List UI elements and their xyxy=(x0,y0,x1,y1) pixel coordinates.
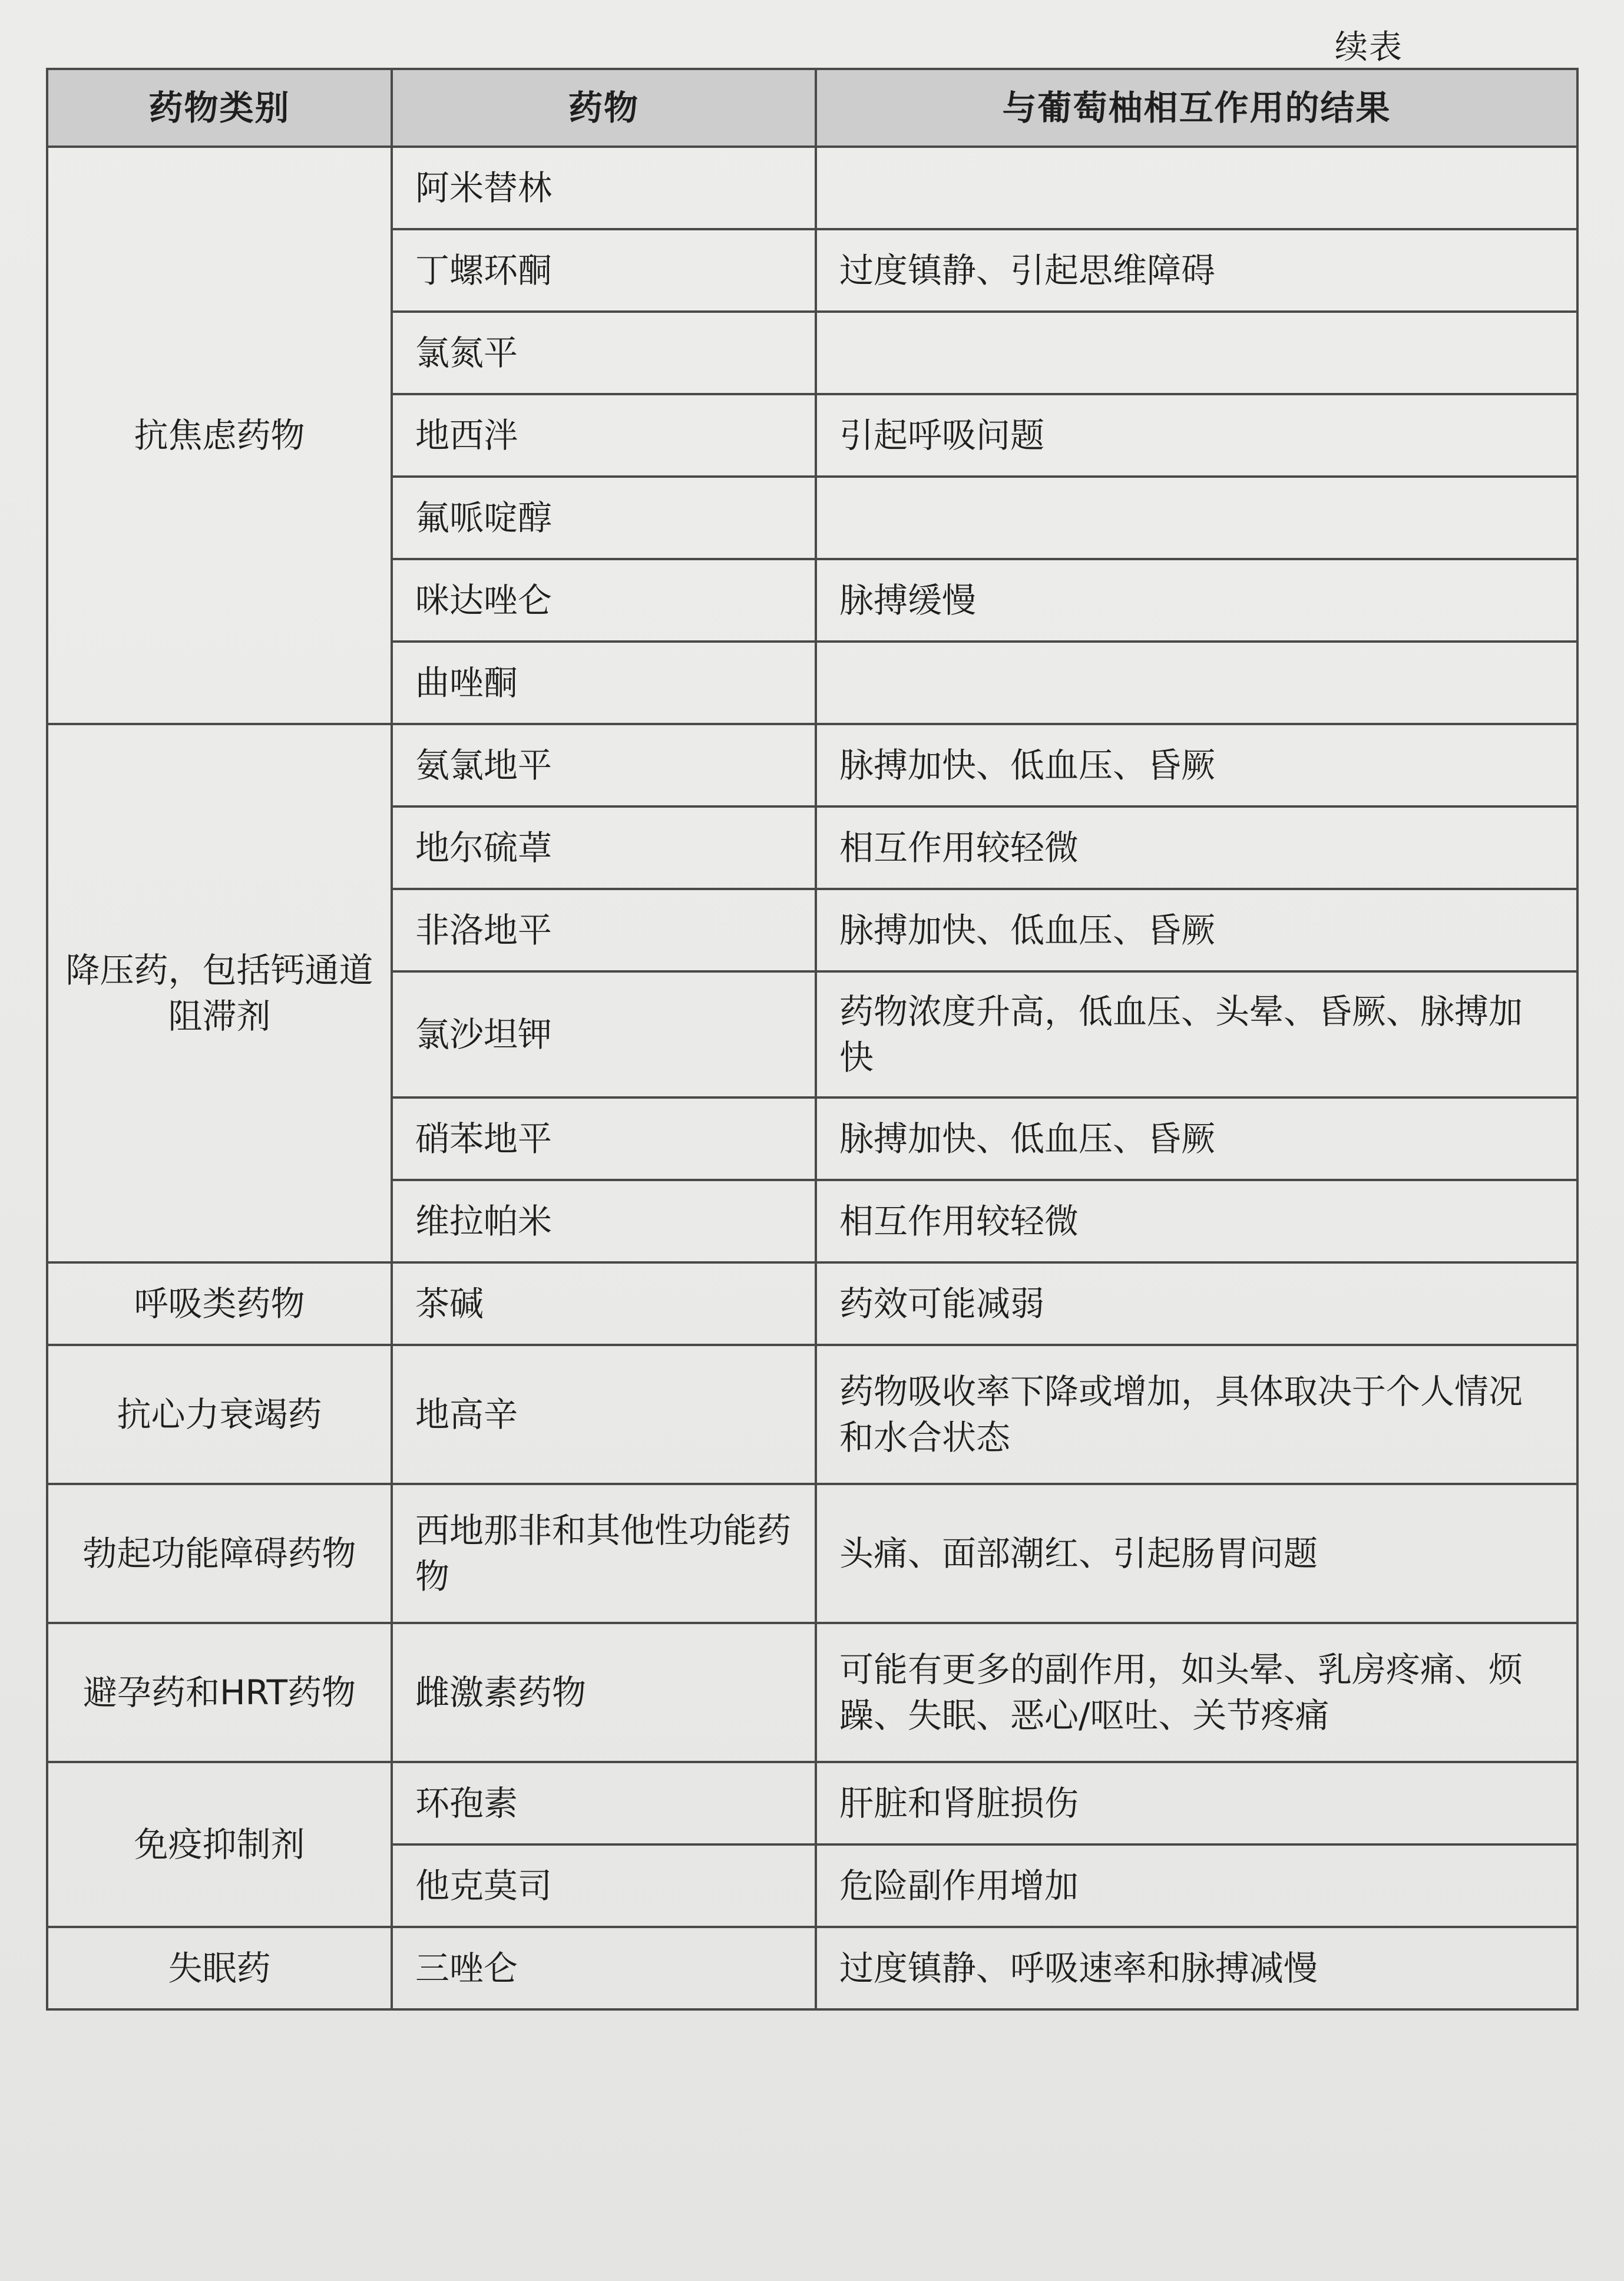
drug-cell: 地西泮 xyxy=(392,394,816,477)
result-cell: 脉搏加快、低血压、昏厥 xyxy=(816,889,1577,971)
drug-cell: 三唑仑 xyxy=(392,1927,816,2009)
continued-label: 续表 xyxy=(1335,28,1403,67)
result-cell: 药效可能减弱 xyxy=(816,1262,1577,1345)
table-row xyxy=(47,1927,1577,2009)
header-drug: 药物 xyxy=(392,69,816,147)
result-cell: 相互作用较轻微 xyxy=(816,806,1577,889)
table-row xyxy=(47,1262,1577,1345)
result-cell: 过度镇静、引起思维障碍 xyxy=(816,229,1577,312)
result-cell: 可能有更多的副作用，如头晕、乳房疼痛、烦躁、失眠、恶心/呕吐、关节疼痛 xyxy=(816,1623,1577,1762)
drug-cell: 非洛地平 xyxy=(392,889,816,971)
drug-cell: 丁螺环酮 xyxy=(392,229,816,312)
category-cell: 失眠药 xyxy=(47,1927,392,2009)
result-cell xyxy=(816,642,1577,724)
result-cell: 脉搏缓慢 xyxy=(816,559,1577,642)
result-cell xyxy=(816,147,1577,229)
table-row xyxy=(47,147,1577,229)
drug-cell: 维拉帕米 xyxy=(392,1180,816,1262)
drug-cell: 咪达唑仑 xyxy=(392,559,816,642)
category-cell: 呼吸类药物 xyxy=(47,1262,392,1345)
drug-cell: 氨氯地平 xyxy=(392,724,816,806)
category-cell: 抗焦虑药物 xyxy=(47,147,392,724)
result-cell: 脉搏加快、低血压、昏厥 xyxy=(816,724,1577,806)
category-cell: 降压药，包括钙通道阻滞剂 xyxy=(47,724,392,1262)
result-cell xyxy=(816,312,1577,394)
drug-cell: 雌激素药物 xyxy=(392,1623,816,1762)
drug-cell: 氟哌啶醇 xyxy=(392,477,816,559)
result-cell: 脉搏加快、低血压、昏厥 xyxy=(816,1097,1577,1180)
drug-cell: 环孢素 xyxy=(392,1762,816,1844)
result-cell: 药物浓度升高，低血压、头晕、昏厥、脉搏加快 xyxy=(816,971,1577,1097)
category-cell: 免疫抑制剂 xyxy=(47,1762,392,1927)
drug-cell: 地尔硫䓬 xyxy=(392,806,816,889)
drug-interaction-table xyxy=(46,68,1579,2011)
drug-cell: 茶碱 xyxy=(392,1262,816,1345)
result-cell: 相互作用较轻微 xyxy=(816,1180,1577,1262)
result-cell: 头痛、面部潮红、引起肠胃问题 xyxy=(816,1484,1577,1623)
drug-cell: 他克莫司 xyxy=(392,1844,816,1927)
drug-cell: 西地那非和其他性功能药物 xyxy=(392,1484,816,1623)
table-row xyxy=(47,1484,1577,1623)
result-cell: 危险副作用增加 xyxy=(816,1844,1577,1927)
drug-cell: 阿米替林 xyxy=(392,147,816,229)
table-row xyxy=(47,1762,1577,1844)
table-header-row xyxy=(47,69,1577,147)
header-interaction-result: 与葡萄柚相互作用的结果 xyxy=(816,69,1577,147)
drug-cell: 地高辛 xyxy=(392,1345,816,1484)
table-row xyxy=(47,724,1577,806)
result-cell: 药物吸收率下降或增加，具体取决于个人情况和水合状态 xyxy=(816,1345,1577,1484)
result-cell: 肝脏和肾脏损伤 xyxy=(816,1762,1577,1844)
drug-cell: 硝苯地平 xyxy=(392,1097,816,1180)
category-cell: 避孕药和HRT药物 xyxy=(47,1623,392,1762)
header-drug-category: 药物类别 xyxy=(47,69,392,147)
drug-interaction-table-container xyxy=(46,68,1576,2011)
table-row xyxy=(47,1345,1577,1484)
drug-cell: 氯氮平 xyxy=(392,312,816,394)
table-row xyxy=(47,1623,1577,1762)
category-cell: 抗心力衰竭药 xyxy=(47,1345,392,1484)
result-cell xyxy=(816,477,1577,559)
result-cell: 引起呼吸问题 xyxy=(816,394,1577,477)
result-cell: 过度镇静、呼吸速率和脉搏减慢 xyxy=(816,1927,1577,2009)
category-cell: 勃起功能障碍药物 xyxy=(47,1484,392,1623)
drug-cell: 曲唑酮 xyxy=(392,642,816,724)
drug-cell: 氯沙坦钾 xyxy=(392,971,816,1097)
